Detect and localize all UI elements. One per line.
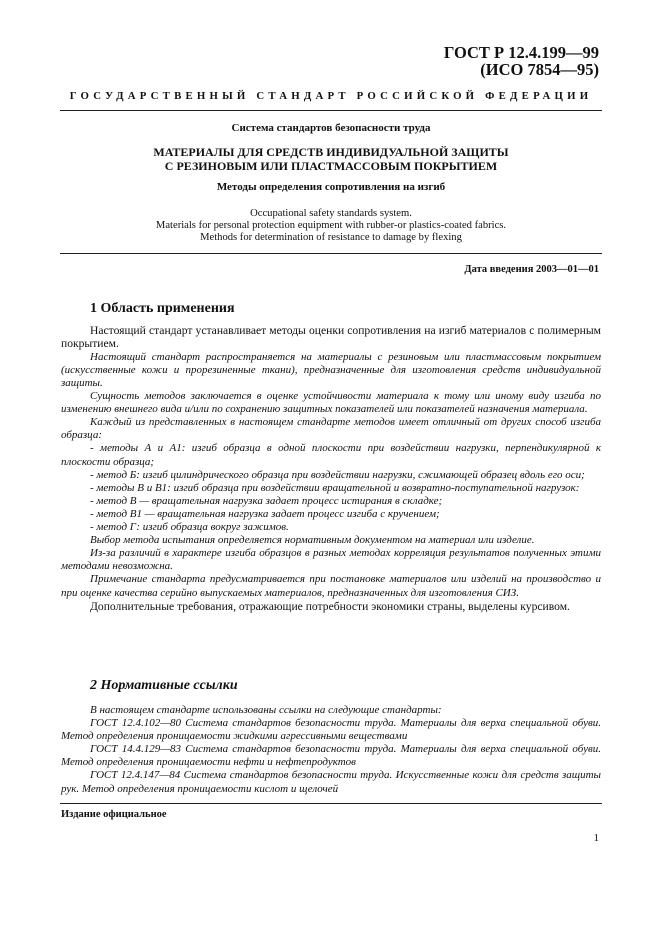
paragraph: Дополнительные требования, отражающие потребности экономики страны, выделены курсивом. (90, 599, 570, 613)
english-title-line1: Occupational safety standards system. (250, 208, 412, 219)
section-2-body (61, 704, 601, 796)
paragraph: Каждый из представленных в настоящем стандарте методов имеет отличный от других способ изгиба образца: (61, 416, 601, 442)
paragraph: Настоящий стандарт устанавливает методы оценки сопротивления на изгиб материалов с полимерным покрытием. (61, 324, 601, 351)
paragraph: Из-за различий в характере изгиба образцов в разных методах корреляция результатов полученных этими методами невозможна. (61, 547, 601, 573)
reference-item: ГОСТ 12.4.147—84 Система стандартов безопасности труда. Искусственные кожи для средств защиты рук. Метод определения проницаемости кислот и щелочей (61, 769, 601, 795)
title-rule (60, 253, 602, 254)
paragraph: Настоящий стандарт распространяется на материалы с резиновым или пластмассовым покрытием (искусственные кожи и прорезиненные ткани), предназначенные для изготовления средств индивидуальной защиты. (61, 350, 601, 389)
main-title-line1: МАТЕРИАЛЫ ДЛЯ СРЕДСТВ ИНДИВИДУАЛЬНОЙ ЗАЩИТЫ (153, 145, 509, 159)
section-2-heading: 2 Нормативные ссылки (90, 678, 238, 693)
standard-code-line2: (ИСО 7854—95) (480, 60, 599, 79)
paragraph: В настоящем стандарте использованы ссылки на следующие стандарты: (90, 704, 442, 716)
official-edition-label: Издание официальное (61, 809, 167, 820)
main-title (60, 146, 602, 173)
banner-rule (60, 110, 602, 111)
reference-item: ГОСТ 12.4.102—80 Система стандартов безопасности труда. Материалы для верха специальной обуви. Метод определения проницаемости жидкими агрессивными веществами (61, 717, 601, 743)
reference-item: ГОСТ 14.4.129—83 Система стандартов безопасности труда. Материалы для верха специальной обуви. Метод определения проницаемости нефти и нефтепродуктов (61, 743, 601, 769)
english-title-line2: Materials for personal protection equipment with rubber-or plastics-coated fabrics. (155, 220, 507, 231)
page-number: 1 (593, 832, 599, 844)
standard-code-line1: ГОСТ Р 12.4.199—99 (443, 43, 599, 62)
list-item: - методы А и А1: изгиб образца в одной плоскости при воздействии нагрузки, перпендикулярной к плоскости образца; (61, 442, 601, 468)
main-title-line2: С РЕЗИНОВЫМ ИЛИ ПЛАСТМАССОВЫМ ПОКРЫТИЕМ (164, 158, 498, 173)
methods-title: Методы определения сопротивления на изгиб (216, 181, 446, 193)
list-item: - метод Г: изгиб образца вокруг зажимов. (90, 521, 289, 534)
list-item: - метод В — вращательная нагрузка задает процесс истирания в складке; (90, 494, 443, 507)
standard-code (444, 44, 599, 78)
paragraph: Сущность методов заключается в оценке устойчивости материала к тому или иному виду изгиба по изменению внешнего вида и/или по сохранению защитных показателей или показателей назначения материала. (61, 390, 601, 416)
english-title (60, 208, 602, 244)
list-item: - метод В1 — вращательная нагрузка задает процесс изгиба с кручением; (90, 507, 440, 520)
system-title: Система стандартов безопасности труда (231, 122, 431, 134)
introduction-date: Дата введения 2003—01—01 (464, 264, 599, 275)
footer-rule (60, 803, 602, 804)
section-1-body (61, 324, 601, 613)
paragraph: Примечание стандарта предусматривается при постановке материалов или изделий на производство и при оценке качества серийно выпускаемых материалов, предназначенных для изготовления СИЗ. (61, 573, 601, 599)
section-1-heading: 1 Область применения (90, 301, 235, 316)
paragraph: Выбор метода испытания определяется нормативным документом на материал или изделие. (90, 534, 535, 547)
list-item: - методы В и В1: изгиб образца при воздействии вращательной и возвратно-поступательной нагрузок: (90, 481, 580, 494)
standard-banner: ГОСУДАРСТВЕННЫЙ СТАНДАРТ РОССИЙСКОЙ ФЕДЕРАЦИИ (69, 90, 593, 102)
list-item: - метод Б: изгиб цилиндрического образца при воздействии нагрузки, сжимающей образец вдоль его оси; (90, 468, 585, 481)
english-title-line3: Methods for determination of resistance to damage by flexing (200, 232, 462, 243)
